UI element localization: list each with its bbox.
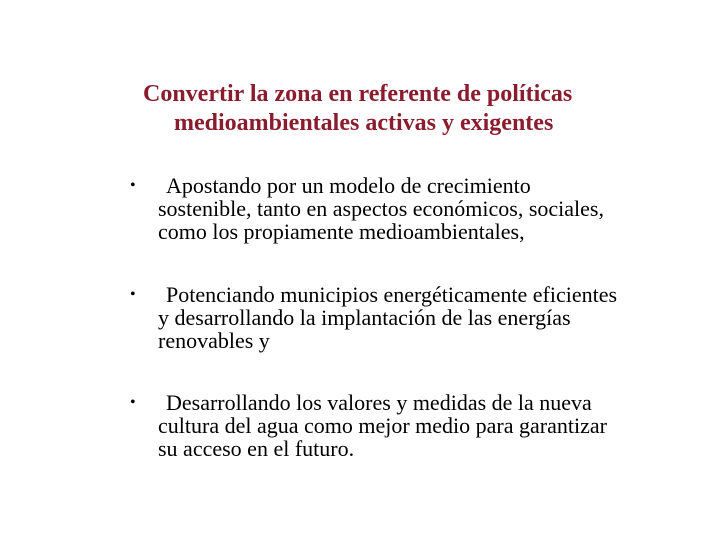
bullet-text bbox=[158, 391, 698, 460]
bullet-text-line: Desarrollando los valores y medidas de la nueva bbox=[166, 390, 592, 415]
bullet-text-line: cultura del agua como mejor medio para garantizar bbox=[158, 413, 607, 438]
bullet-text bbox=[158, 174, 698, 243]
bullet-text-line: y desarrollando la implantación de las energías bbox=[158, 305, 571, 330]
bullet-icon: • bbox=[130, 286, 136, 303]
slide-title-line-2: medioambientales activas y exigentes bbox=[174, 110, 554, 136]
bullet-icon: • bbox=[130, 394, 136, 411]
bullet-icon: • bbox=[130, 177, 136, 194]
slide-title bbox=[143, 80, 683, 138]
slide-title-line-1: Convertir la zona en referente de políticas bbox=[143, 81, 573, 107]
bullet-text-line: renovables y bbox=[158, 328, 270, 353]
bullet-text-line: sostenible, tanto en aspectos económicos, sociales, bbox=[158, 196, 604, 221]
bullet-text-line: Potenciando municipios energéticamente eficientes bbox=[166, 282, 618, 307]
bullet-text-line: Apostando por un modelo de crecimiento bbox=[166, 173, 531, 198]
bullet-text-line: su acceso en el futuro. bbox=[158, 436, 355, 461]
bullet-text-line: como los propiamente medioambientales, bbox=[158, 219, 525, 244]
bullet-text bbox=[158, 283, 698, 352]
